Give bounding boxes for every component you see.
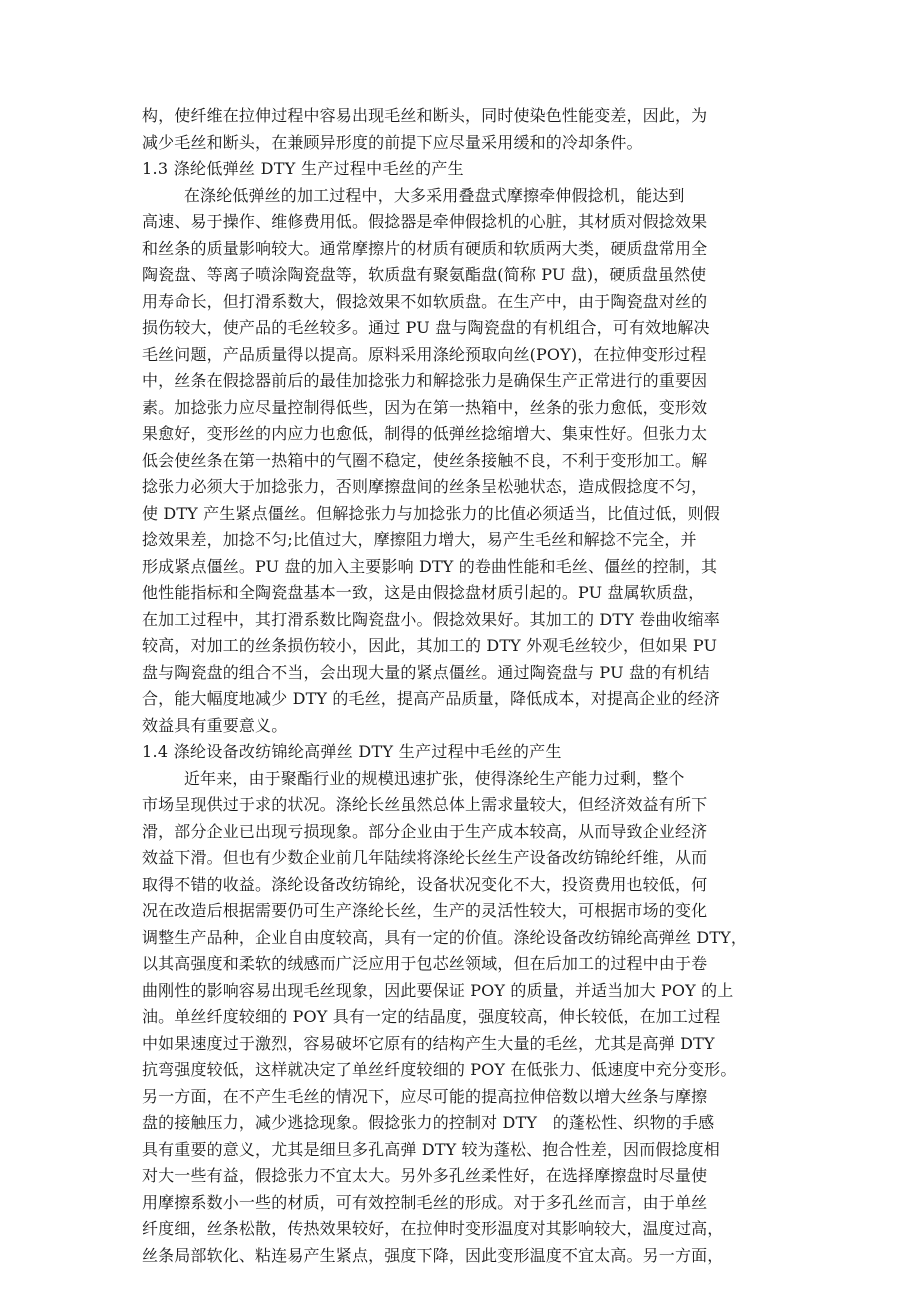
paragraph-line: 合，能大幅度地减少 DTY 的毛丝，提高产品质量，降低成本，对提高企业的经济 <box>142 689 720 708</box>
paragraph-line: 素。加捻张力应尽量控制得低些，因为在第一热箱中，丝条的张力愈低，变形效 <box>142 397 708 417</box>
paragraph-line: 构，使纤维在拉伸过程中容易出现毛丝和断头，同时使染色性能变差，因此，为 <box>142 106 708 125</box>
paragraph-line: 形成紧点僵丝。PU 盘的加入主要影响 DTY 的卷曲性能和毛丝、僵丝的控制，其 <box>142 556 718 576</box>
paragraph-line: 用摩擦系数小一些的材质，可有效控制毛丝的形成。对于多孔丝而言，由于单丝 <box>142 1192 708 1212</box>
paragraph-line: 使 DTY 产生紧点僵丝。但解捻张力与加捻张力的比值必须适当，比值过低，则假 <box>142 503 720 523</box>
paragraph-line: 减少毛丝和断头，在兼顾异形度的前提下应尽量采用缓和的冷却条件。 <box>142 132 643 152</box>
paragraph-line: 纤度细，丝条松散，传热效果较好，在拉伸时变形温度对其影响较大，温度过高， <box>142 1219 724 1238</box>
paragraph-line: 况在改造后根据需要仍可生产涤纶长丝，生产的灵活性较大，可根据市场的变化 <box>142 901 708 920</box>
paragraph-line: 陶瓷盘、等离子喷涂陶瓷盘等，软质盘有聚氨酯盘(简称 PU 盘)，硬质盘虽然使 <box>142 265 707 284</box>
paragraph-line: 丝条局部软化、粘连易产生紧点，强度下降，因此变形温度不宜太高。另一方面， <box>142 1245 724 1265</box>
paragraph-line: 较高，对加工的丝条损伤较小，因此，其加工的 DTY 外观毛丝较少，但如果 PU <box>142 636 718 655</box>
paragraph-line: 曲刚性的影响容易出现毛丝现象，因此要保证 POY 的质量，并适当加大 POY 的上 <box>142 980 734 1000</box>
paragraph-line: 滑，部分企业已出现亏损现象。部分企业由于生产成本较高，从而导致企业经济 <box>142 821 708 841</box>
paragraph-line: 效益下滑。但也有少数企业前几年陆续将涤纶长丝生产设备改纺锦纶纤维，从而 <box>142 848 708 867</box>
paragraph-line: 近年来，由于聚酯行业的规模迅速扩张，使得涤纶生产能力过剩，整个 <box>142 768 685 788</box>
paragraph-line: 高速、易于操作、维修费用低。假捻器是牵伸假捻机的心脏，其材质对假捻效果 <box>142 212 708 231</box>
paragraph-line: 在涤纶低弹丝的加工过程中，大多采用叠盘式摩擦牵伸假捻机，能达到 <box>142 185 685 205</box>
paragraph-line: 中，丝条在假捻器前后的最佳加捻张力和解捻张力是确保生产正常进行的重要因 <box>142 371 708 390</box>
section-heading-1-4: 1.4 涤纶设备改纺锦纶高弹丝 DTY 生产过程中毛丝的产生 <box>142 742 562 761</box>
paragraph-line: 以其高强度和柔软的绒感而广泛应用于包芯丝领域，但在后加工的过程中由于卷 <box>142 954 708 973</box>
paragraph-line: 损伤较大，使产品的毛丝较多。通过 PU 盘与陶瓷盘的有机组合，可有效地解决 <box>142 318 710 337</box>
paragraph-line: 低会使丝条在第一热箱中的气圈不稳定，使丝条接触不良，不利于变形加工。解 <box>142 450 708 470</box>
paragraph-line: 在加工过程中，其打滑系数比陶瓷盘小。假捻效果好。其加工的 DTY 卷曲收缩率 <box>142 609 720 629</box>
paragraph-line: 和丝条的质量影响较大。通常摩擦片的材质有硬质和软质两大类，硬质盘常用全 <box>142 238 708 258</box>
paragraph-line: 油。单丝纤度较细的 POY 具有一定的结晶度，强度较高，伸长较低，在加工过程 <box>142 1007 721 1026</box>
section-heading-1-3: 1.3 涤纶低弹丝 DTY 生产过程中毛丝的产生 <box>142 159 464 178</box>
paragraph-line: 捻张力必须大于加捻张力，否则摩擦盘间的丝条呈松驰状态，造成假捻度不匀， <box>142 477 708 496</box>
paragraph-line: 对大一些有益，假捻张力不宜太大。另外多孔丝柔性好，在选择摩擦盘时尽量使 <box>142 1166 708 1185</box>
paragraph-line: 盘与陶瓷盘的组合不当，会出现大量的紧点僵丝。通过陶瓷盘与 PU 盘的有机结 <box>142 662 710 682</box>
paragraph-line: 另一方面，在不产生毛丝的情况下，应尽可能的提高拉伸倍数以增大丝条与摩擦 <box>142 1086 708 1106</box>
paragraph-line: 毛丝问题，产品质量得以提高。原料采用涤纶预取向丝(POY)，在拉伸变形过程 <box>142 344 707 364</box>
paragraph-line: 盘的接触压力，减少逃捻现象。假捻张力的控制对 DTY 的蓬松性、织物的手感 <box>142 1113 715 1132</box>
paragraph-line: 效益具有重要意义。 <box>142 715 288 735</box>
paragraph-line: 果愈好，变形丝的内应力也愈低，制得的低弹丝捻缩增大、集束性好。但张力太 <box>142 424 708 443</box>
paragraph-line: 他性能指标和全陶瓷盘基本一致，这是由假捻盘材质引起的。PU 盘属软质盘， <box>142 583 705 602</box>
paragraph-line: 捻效果差，加捻不匀;比值过大，摩擦阻力增大，易产生毛丝和解捻不完全，并 <box>142 530 697 549</box>
paragraph-line: 用寿命长，但打滑系数大，假捻效果不如软质盘。在生产中，由于陶瓷盘对丝的 <box>142 291 708 311</box>
paragraph-line: 调整生产品种，企业自由度较高，具有一定的价值。涤纶设备改纺锦纶高弹丝 DTY， <box>142 927 747 947</box>
body-text <box>142 103 792 1269</box>
paragraph-line: 取得不错的收益。涤纶设备改纺锦纶，设备状况变化不大，投资费用也较低，何 <box>142 874 708 894</box>
paragraph-line: 抗弯强度较低，这样就决定了单丝纤度较细的 POY 在低张力、低速度中充分变形。 <box>142 1060 737 1079</box>
paragraph-line: 中如果速度过于激烈，容易破坏它原有的结构产生大量的毛丝，尤其是高弹 DTY <box>142 1033 715 1053</box>
paragraph-line: 具有重要的意义，尤其是细旦多孔高弹 DTY 较为蓬松、抱合性差，因而假捻度相 <box>142 1139 720 1159</box>
paragraph-line: 市场呈现供过于求的状况。涤纶长丝虽然总体上需求量较大，但经济效益有所下 <box>142 795 708 814</box>
